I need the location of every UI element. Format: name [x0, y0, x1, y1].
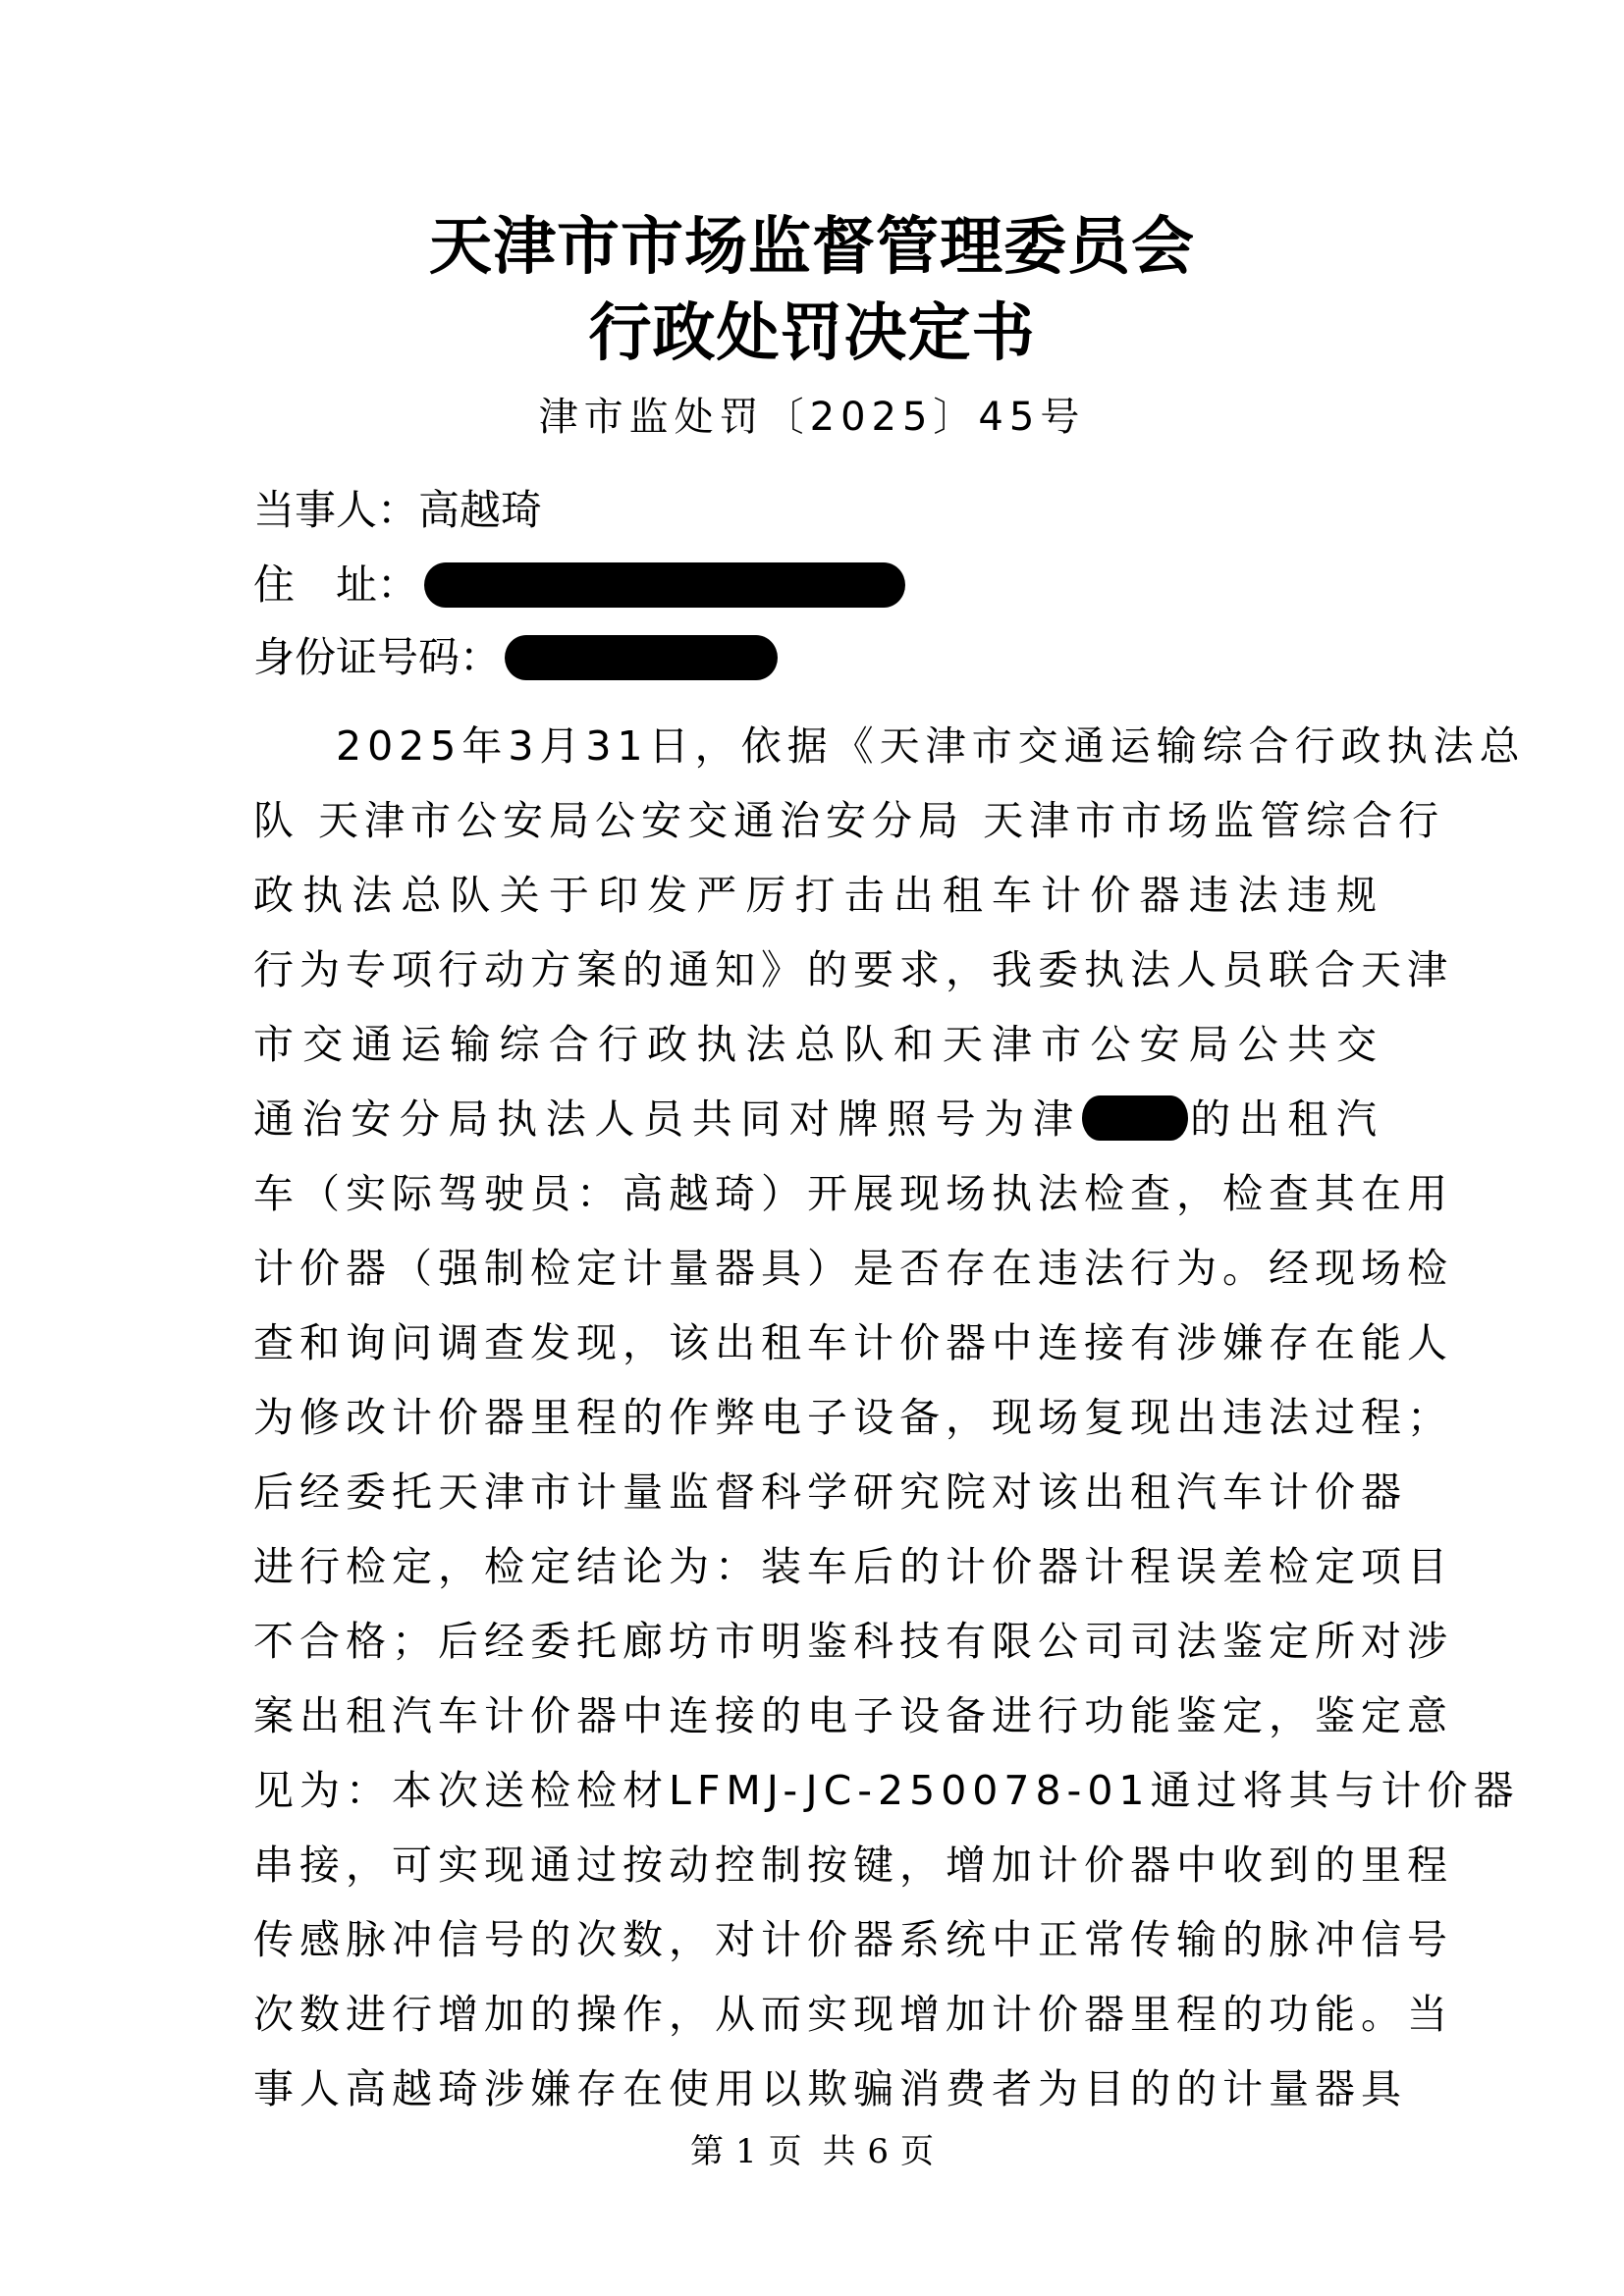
decision-body [253, 709, 1526, 2126]
body-line-plate-suffix: 的出租汽 [1187, 1095, 1383, 1143]
body-line: 2025年3月31日，依据《天津市交通运输综合行政执法总 [336, 722, 1526, 770]
document-title-agency: 天津市市场监督管理委员会 [429, 210, 1195, 284]
body-line: 不合格；后经委托廊坊市明鉴科技有限公司司法鉴定所对涉 [253, 1618, 1453, 1665]
body-line: 后经委托天津市计量监督科学研究院对该出租汽车计价器 [253, 1468, 1407, 1516]
body-line: 行为专项行动方案的通知》的要求，我委执法人员联合天津 [253, 946, 1453, 993]
body-line: 计价器（强制检定计量器具）是否存在违法行为。经现场检 [253, 1245, 1453, 1292]
party-name-value: 高越琦 [418, 486, 543, 534]
document-title-type: 行政处罚决定书 [588, 296, 1036, 370]
party-address-label: 住 址： [253, 561, 419, 609]
body-line: 查和询问调查发现，该出租车计价器中连接有涉嫌存在能人 [253, 1319, 1453, 1366]
body-line-plate-prefix: 通治安分局执法人员共同对牌照号为津 [253, 1095, 1082, 1143]
body-line: 传感脉冲信号的次数，对计价器系统中正常传输的脉冲信号 [253, 1916, 1453, 1963]
body-line: 政执法总队关于印发严厉打击出租车计价器违法违规 [253, 872, 1382, 919]
id-number-redaction [505, 635, 778, 680]
party-name-label: 当事人： [253, 486, 419, 534]
body-line: 次数进行增加的操作，从而实现增加计价器里程的功能。当 [253, 1991, 1453, 2038]
body-line: 事人高越琦涉嫌存在使用以欺骗消费者为目的的计量器具 [253, 2065, 1407, 2112]
plate-number-redaction [1082, 1095, 1188, 1141]
total-page-count: 6 [867, 2132, 890, 2171]
body-line: 串接，可实现通过按动控制按键，增加计价器中收到的里程 [253, 1842, 1453, 1889]
body-line: 见为：本次送检检材LFMJ-JC-250078-01通过将其与计价器 [253, 1767, 1520, 1814]
body-line: 队 天津市公安局公安交通治安分局 天津市市场监管综合行 [253, 797, 1445, 844]
party-address-field [253, 558, 905, 613]
party-name-field [253, 483, 542, 538]
body-line-plate [253, 1082, 1382, 1156]
body-line: 进行检定，检定结论为：装车后的计价器计程误差检定项目 [253, 1543, 1453, 1590]
party-id-label: 身份证号码： [253, 633, 502, 681]
footer-prefix: 第 [689, 2132, 724, 2171]
body-line: 为修改计价器里程的作弊电子设备，现场复现出违法过程； [253, 1394, 1453, 1441]
body-line: 案出租汽车计价器中连接的电子设备进行功能鉴定，鉴定意 [253, 1692, 1453, 1739]
footer-mid: 页 共 [768, 2132, 856, 2171]
body-line: 市交通运输综合行政执法总队和天津市公安局公共交 [253, 1021, 1382, 1068]
page-footer [0, 2128, 1624, 2175]
footer-suffix: 页 [900, 2132, 935, 2171]
current-page-number: 1 [734, 2132, 757, 2171]
address-redaction [424, 562, 905, 608]
party-id-field [253, 630, 778, 685]
document-number: 津市监处罚〔2025〕45号 [538, 395, 1086, 440]
body-line: 车（实际驾驶员：高越琦）开展现场执法检查，检查其在用 [253, 1170, 1453, 1217]
